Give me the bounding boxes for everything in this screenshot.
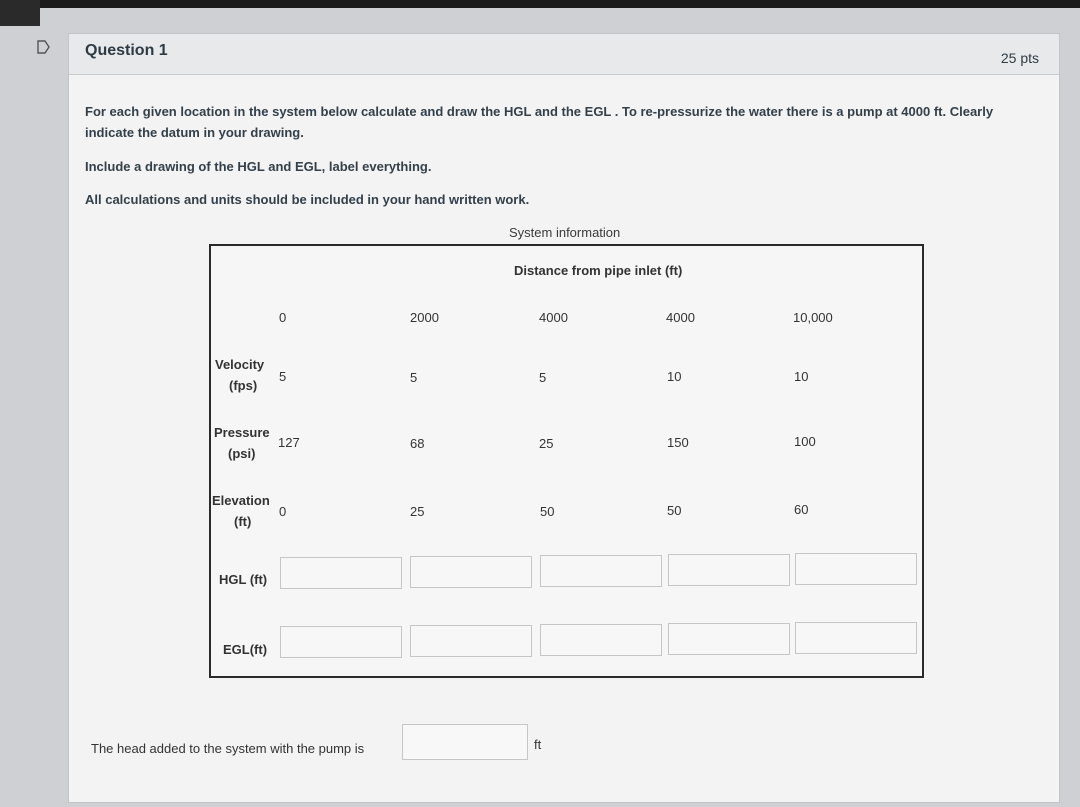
hgl-input-2000[interactable] bbox=[410, 556, 532, 588]
elevation-label: Elevation (ft) bbox=[212, 493, 270, 529]
velocity-value: 5 bbox=[410, 370, 418, 385]
pressure-label: Pressure (psi) bbox=[214, 425, 270, 461]
egl-input-2000[interactable] bbox=[410, 625, 532, 657]
column-header: 4000 bbox=[539, 310, 568, 325]
hgl-input-10000[interactable] bbox=[795, 553, 917, 585]
pressure-value: 100 bbox=[794, 434, 816, 449]
elevation-value: 50 bbox=[667, 503, 682, 518]
elevation-value: 50 bbox=[540, 504, 555, 519]
pump-head-input[interactable] bbox=[402, 724, 528, 760]
hgl-input-0[interactable] bbox=[280, 557, 402, 589]
top-bar-block bbox=[0, 0, 40, 26]
question-card bbox=[68, 33, 1060, 803]
question-title: Question 1 bbox=[85, 42, 168, 59]
column-header: 4000 bbox=[666, 310, 695, 325]
column-header: 2000 bbox=[410, 310, 439, 325]
velocity-value: 5 bbox=[539, 370, 547, 385]
elevation-value: 60 bbox=[794, 502, 809, 517]
elevation-value: 0 bbox=[279, 504, 287, 519]
pump-head-unit: ft bbox=[534, 737, 542, 752]
column-header: 10,000 bbox=[793, 310, 833, 325]
question-header bbox=[69, 34, 1059, 75]
egl-input-4000-a[interactable] bbox=[540, 624, 662, 656]
hgl-input-4000-a[interactable] bbox=[540, 555, 662, 587]
instruction-paragraph-3: All calculations and units should be included in your hand written work. bbox=[85, 192, 530, 207]
egl-label: EGL(ft) bbox=[223, 642, 268, 657]
elevation-value: 25 bbox=[410, 504, 425, 519]
distance-header: Distance from pipe inlet (ft) bbox=[514, 263, 683, 278]
hgl-label: HGL (ft) bbox=[219, 572, 268, 587]
flag-icon[interactable] bbox=[36, 40, 52, 54]
system-info-table bbox=[209, 244, 924, 678]
hgl-input-4000-b[interactable] bbox=[668, 554, 790, 586]
pressure-value: 127 bbox=[278, 435, 300, 450]
egl-input-4000-b[interactable] bbox=[668, 623, 790, 655]
velocity-value: 10 bbox=[794, 369, 809, 384]
pressure-value: 68 bbox=[410, 436, 425, 451]
egl-input-0[interactable] bbox=[280, 626, 402, 658]
top-bar bbox=[0, 0, 1080, 8]
column-header: 0 bbox=[279, 310, 287, 325]
velocity-value: 5 bbox=[279, 369, 287, 384]
instruction-paragraph-1: For each given location in the system below calculate and draw the HGL and the EGL . To re-pressurize the water there is a pump at 4000 ft. Clearly indicate the datum in your drawing. bbox=[85, 104, 994, 140]
velocity-label: Velocity (fps) bbox=[215, 357, 265, 393]
velocity-value: 10 bbox=[667, 369, 682, 384]
table-caption: System information bbox=[509, 225, 621, 240]
pressure-value: 25 bbox=[539, 436, 554, 451]
egl-input-10000[interactable] bbox=[795, 622, 917, 654]
pump-head-label: The head added to the system with the pump is bbox=[91, 741, 365, 756]
question-points: 25 pts bbox=[1000, 50, 1039, 66]
instruction-paragraph-2: Include a drawing of the HGL and EGL, label everything. bbox=[85, 159, 432, 174]
pressure-value: 150 bbox=[667, 435, 689, 450]
